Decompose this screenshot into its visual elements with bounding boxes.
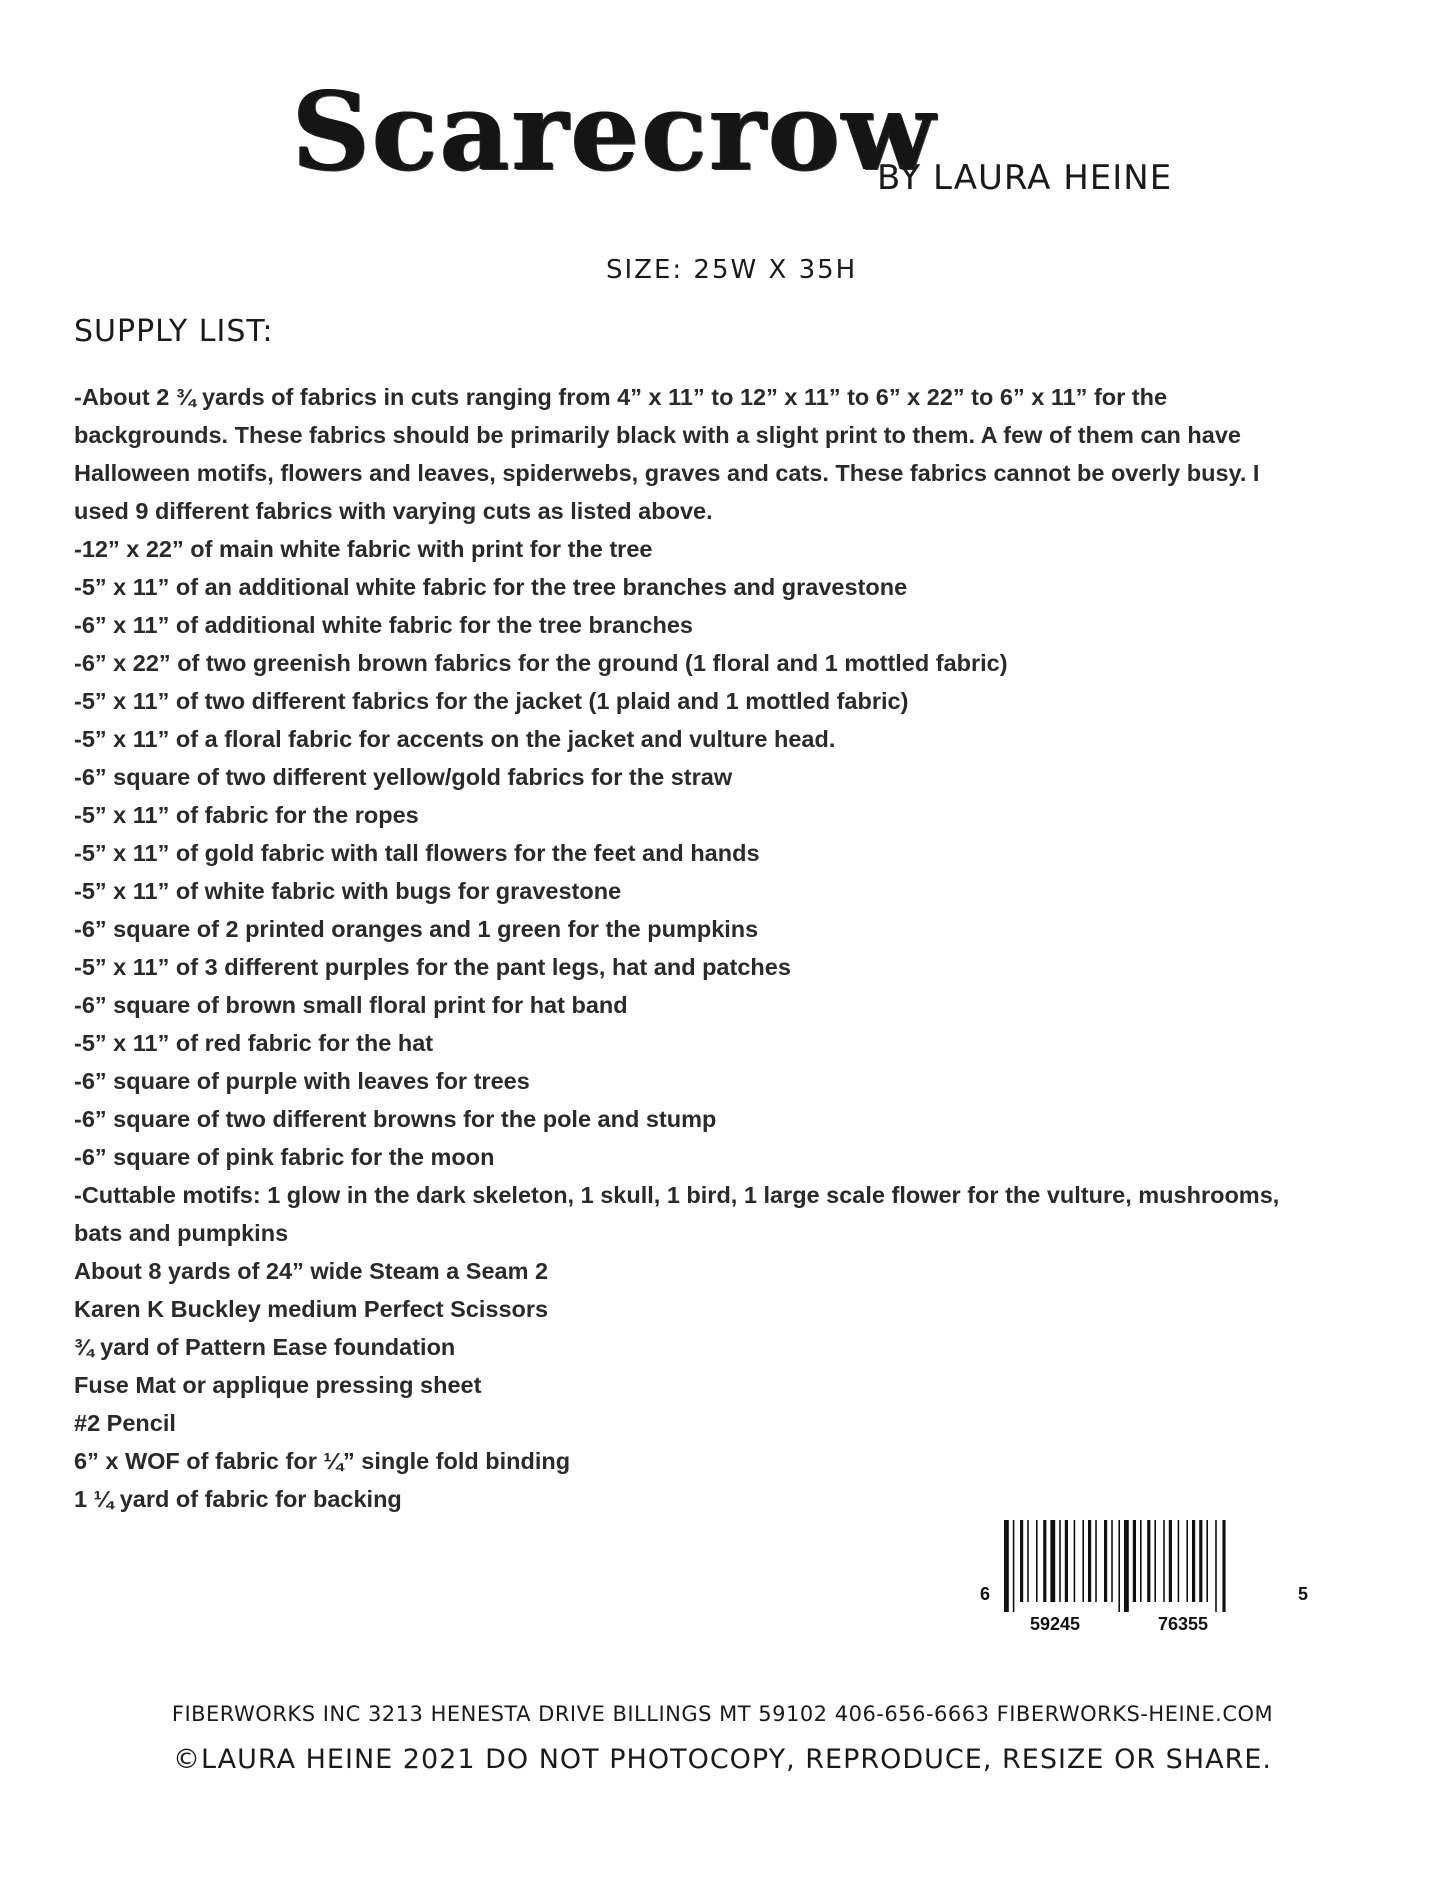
supply-item: -6” x 11” of additional white fabric for the tree branches [74, 612, 693, 638]
supply-item: -5” x 11” of a floral fabric for accents on the jacket and vulture head. [74, 726, 836, 752]
supply-item: About 8 yards of 24” wide Steam a Seam 2 [74, 1258, 549, 1284]
barcode-bar [1111, 1520, 1113, 1602]
supply-item: -5” x 11” of two different fabrics for the jacket (1 plaid and 1 mottled fabric) [74, 688, 909, 714]
barcode-bar [1206, 1520, 1208, 1602]
upc-barcode [980, 1520, 1310, 1640]
supply-item: bats and pumpkins [74, 1220, 289, 1246]
supply-item: 1 ¼ yard of fabric for backing [74, 1486, 402, 1512]
barcode-bar [1163, 1520, 1165, 1602]
barcode-bar [1178, 1520, 1180, 1602]
designer-byline: BY LAURA HEINE [877, 158, 1173, 198]
publisher-contact: FIBERWORKS INC 3213 HENESTA DRIVE BILLINGS MT 59102 406-656-6663 FIBERWORKS-HEINE.COM [171, 1702, 1274, 1726]
barcode-bar [1074, 1520, 1076, 1602]
barcode-bar [1169, 1520, 1172, 1602]
barcode-trail-digit: 5 [1298, 1584, 1309, 1604]
supply-item: -5” x 11” of white fabric with bugs for gravestone [74, 878, 622, 904]
supply-list [74, 378, 1374, 1518]
barcode-bar [1036, 1520, 1038, 1602]
supply-item: -6” square of two different yellow/gold fabrics for the straw [74, 764, 733, 790]
barcode-left-group: 59245 [1030, 1614, 1081, 1634]
supply-item: Fuse Mat or applique pressing sheet [74, 1372, 482, 1398]
pattern-title: Scarecrow [292, 69, 938, 195]
barcode-bar [1065, 1520, 1068, 1602]
supply-item: -6” square of pink fabric for the moon [74, 1144, 495, 1170]
supply-item: Halloween motifs, flowers and leaves, spiderwebs, graves and cats. These fabrics cannot be overly busy. I [74, 460, 1260, 486]
barcode-bar [1199, 1520, 1202, 1602]
supply-item: Karen K Buckley medium Perfect Scissors [74, 1296, 549, 1322]
barcode-bar [1088, 1520, 1091, 1602]
supply-item: #2 Pencil [74, 1410, 176, 1436]
barcode-bar [1004, 1520, 1009, 1612]
barcode-bar [1222, 1520, 1225, 1612]
barcode-bar [1192, 1520, 1195, 1602]
supply-item: ¾ yard of Pattern Ease foundation [74, 1334, 456, 1360]
supply-list-heading: SUPPLY LIST: [74, 314, 274, 349]
barcode-bar [1147, 1520, 1150, 1602]
barcode-bar [1154, 1520, 1156, 1602]
barcode-bar [1118, 1520, 1120, 1612]
barcode-bar [1133, 1520, 1136, 1602]
supply-item: -6” square of brown small floral print for hat band [74, 992, 628, 1018]
supply-item: backgrounds. These fabrics should be primarily black with a slight print to them. A few of them can have [74, 422, 1241, 448]
supply-item: -5” x 11” of 3 different purples for the pant legs, hat and patches [74, 954, 791, 980]
barcode-bar [1027, 1520, 1029, 1602]
supply-item: -6” square of 2 printed oranges and 1 green for the pumpkins [74, 916, 759, 942]
quilt-size: SIZE: 25W X 35H [606, 255, 858, 285]
supply-item: 6” x WOF of fabric for ¼” single fold binding [74, 1448, 571, 1474]
barcode-bar [1140, 1520, 1142, 1602]
barcode-bar [1186, 1520, 1188, 1602]
supply-item: used 9 different fabrics with varying cuts as listed above. [74, 498, 713, 524]
barcode-bar [1082, 1520, 1084, 1602]
barcode-bars [1004, 1520, 1284, 1612]
barcode-right-group: 76355 [1158, 1614, 1209, 1634]
supply-item: -6” square of two different browns for the pole and stump [74, 1106, 717, 1132]
barcode-bar [1050, 1520, 1055, 1602]
barcode-bar [1124, 1520, 1129, 1612]
barcode-bar [1059, 1520, 1061, 1602]
barcode-bar [1013, 1520, 1015, 1612]
barcode-bar [1043, 1520, 1046, 1602]
supply-item: -5” x 11” of fabric for the ropes [74, 802, 419, 828]
barcode-bar [1215, 1520, 1217, 1612]
supply-item: -12” x 22” of main white fabric with print for the tree [74, 536, 653, 562]
barcode-lead-digit: 6 [980, 1584, 991, 1604]
barcode-bar [1104, 1520, 1107, 1602]
barcode-bar [1095, 1520, 1097, 1602]
supply-item: -6” square of purple with leaves for trees [74, 1068, 530, 1094]
supply-item: -5” x 11” of gold fabric with tall flowers for the feet and hands [74, 840, 760, 866]
supply-item: -5” x 11” of an additional white fabric for the tree branches and gravestone [74, 574, 908, 600]
supply-item: -5” x 11” of red fabric for the hat [74, 1030, 434, 1056]
copyright-notice: ©LAURA HEINE 2021 DO NOT PHOTOCOPY, REPRODUCE, RESIZE OR SHARE. [173, 1744, 1272, 1775]
supply-item: -6” x 22” of two greenish brown fabrics for the ground (1 floral and 1 mottled fabric) [74, 650, 1008, 676]
supply-item: -Cuttable motifs: 1 glow in the dark skeleton, 1 skull, 1 bird, 1 large scale flower for the vulture, mushrooms, [74, 1182, 1280, 1208]
supply-item: -About 2 ¾ yards of fabrics in cuts ranging from 4” x 11” to 12” x 11” to 6” x 22” to 6” x 11” for the [74, 384, 1168, 410]
barcode-bar [1020, 1520, 1023, 1602]
